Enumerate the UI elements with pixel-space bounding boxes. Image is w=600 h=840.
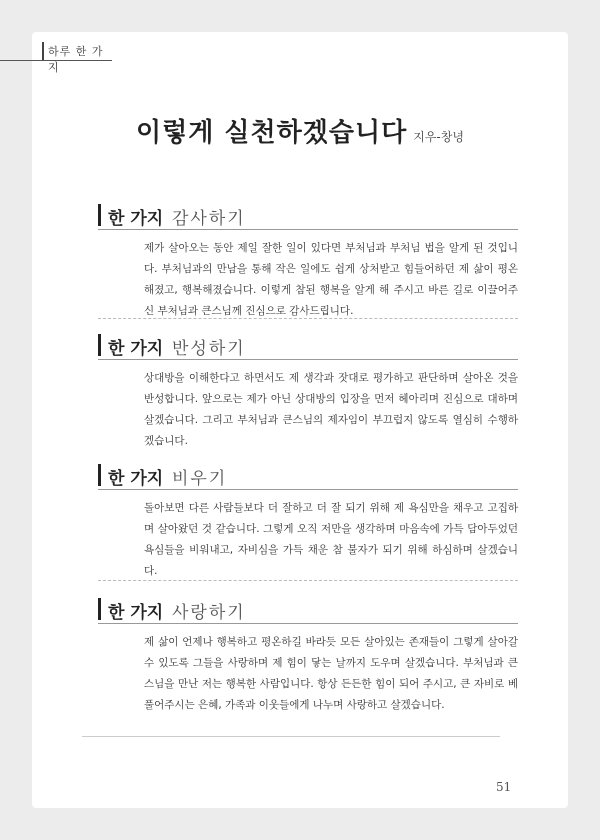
heading-bar — [98, 334, 101, 356]
heading-name: 비우기 — [172, 469, 228, 489]
section-divider — [98, 580, 518, 581]
heading-underline — [98, 359, 518, 360]
header-tab-bar — [42, 42, 44, 60]
heading-bar — [98, 464, 101, 486]
section-heading — [98, 596, 518, 624]
heading-prefix: 한 가지 — [108, 603, 164, 623]
heading-name: 감사하기 — [172, 209, 246, 229]
section-paragraph: 제가 살아오는 동안 제일 잘한 일이 있다면 부처님과 부처님 법을 알게 된 것입니다. 부처님과의 만남을 통해 작은 일에도 쉽게 상처받고 힘들어하던 제 삶이 평온해졌고, 행복해졌습니다. 이렇게 참된 행복을 알게 해 주시고 바른 길로 이끌어주신 부처님과 큰스님께 진심으로 감사드립니다. — [144, 242, 518, 317]
section-paragraph: 제 삶이 언제나 행복하고 평온하길 바라듯 모든 살아있는 존재들이 그렇게 살아갈 수 있도록 그들을 사랑하며 제 힘이 닿는 날까지 도우며 살겠습니다. 부처님과 큰스님을 만난 저는 행복한 사람입니다. 항상 든든한 힘이 되어 주시고, 큰 자비로 베풀어주시는 은혜, 가족과 이웃들에게 나누며 사랑하고 살겠습니다. — [144, 636, 518, 711]
heading-prefix: 한 가지 — [108, 339, 164, 359]
section-paragraph: 상대방을 이해한다고 하면서도 제 생각과 잣대로 평가하고 판단하며 살아온 것을 반성합니다. 앞으로는 제가 아닌 상대방의 입장을 먼저 헤아리며 진심으로 대하며 살겠습니다. 그리고 부처님과 큰스님의 제자임이 부끄럽지 않도록 열심히 수행하겠습니다. — [144, 372, 518, 447]
header-tab-underline — [0, 60, 112, 61]
header-tab-label: 하루 한 가지 — [48, 45, 104, 74]
heading-underline — [98, 229, 518, 230]
heading-name: 반성하기 — [172, 339, 246, 359]
heading-underline — [98, 489, 518, 490]
section-loving — [98, 596, 518, 716]
section-reflection — [98, 332, 518, 452]
heading-prefix: 한 가지 — [108, 209, 164, 229]
page-title — [0, 112, 600, 149]
section-emptying — [98, 462, 518, 582]
heading-underline — [98, 623, 518, 624]
section-paragraph: 돌아보면 다른 사람들보다 더 잘하고 더 잘 되기 위해 제 욕심만을 채우고 고집하며 살아왔던 것 같습니다. 그렇게 오직 저만을 생각하며 마음속에 가득 담아두었던 욕심들을 비워내고, 자비심을 가득 채운 참 불자가 되기 위해 하심하며 살겠습니다. — [144, 502, 518, 577]
section-gratitude — [98, 202, 518, 322]
title-main: 이렇게 실천하겠습니다 — [136, 118, 408, 148]
heading-name: 사랑하기 — [172, 603, 246, 623]
header-tab — [0, 40, 112, 74]
page-number: 51 — [496, 780, 512, 794]
heading-prefix: 한 가지 — [108, 469, 164, 489]
section-heading — [98, 202, 518, 230]
heading-bar — [98, 204, 101, 226]
section-heading — [98, 332, 518, 360]
section-heading — [98, 462, 518, 490]
section-divider — [98, 318, 518, 319]
title-author: 지우-창녕 — [413, 130, 464, 144]
footer-rule — [82, 736, 500, 737]
heading-bar — [98, 598, 101, 620]
